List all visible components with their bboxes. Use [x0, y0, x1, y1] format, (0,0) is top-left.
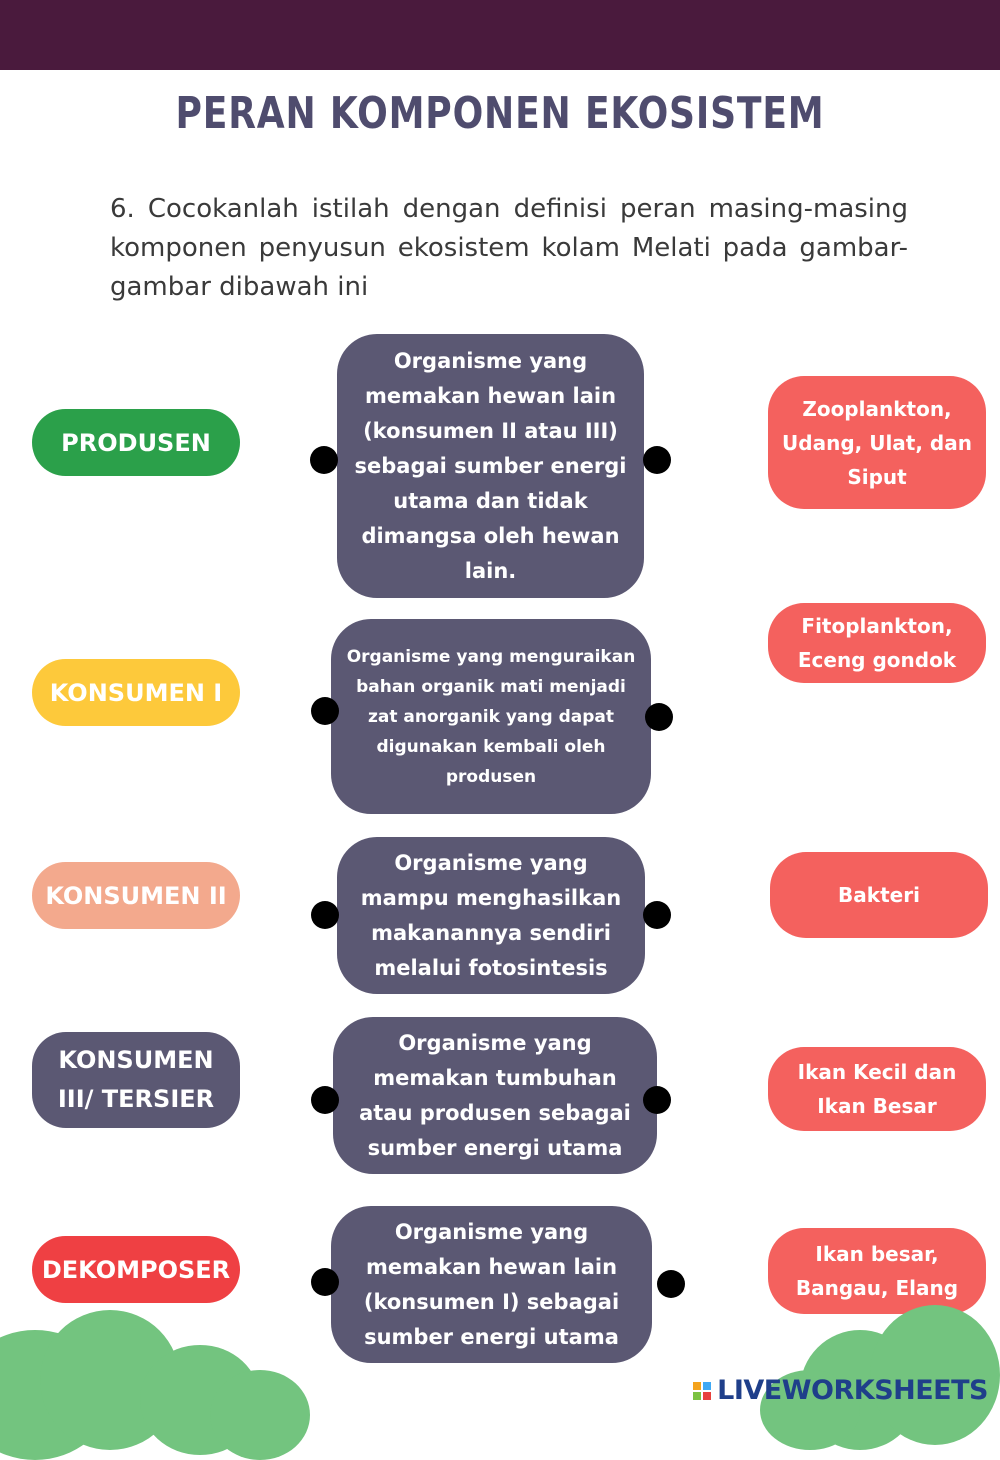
- connector-dot-left-5[interactable]: [311, 1268, 339, 1296]
- connector-dot-right-1[interactable]: [643, 446, 671, 474]
- connector-dot-right-4[interactable]: [643, 1086, 671, 1114]
- definition-card[interactable]: [331, 619, 651, 814]
- term-label: DEKOMPOSER: [41, 1255, 231, 1284]
- answer-text: Fitoplankton, Eceng gondok: [797, 614, 957, 672]
- liveworksheets-logo: [693, 1375, 988, 1406]
- answer-card[interactable]: [770, 852, 988, 938]
- term-konsumen-1[interactable]: [32, 659, 240, 726]
- definition-text: Organisme yang memakan hewan lain (konsumen II atau III) sebagai sumber energi utama dan tidak dimangsa oleh hewan lain.: [354, 348, 627, 583]
- definition-card[interactable]: [337, 837, 645, 994]
- answer-card[interactable]: [768, 1228, 986, 1314]
- connector-dot-left-1[interactable]: [310, 446, 338, 474]
- connector-dot-left-3[interactable]: [311, 901, 339, 929]
- term-label: KONSUMEN I: [49, 678, 223, 707]
- answer-text: Bakteri: [838, 883, 920, 907]
- term-dekomposer[interactable]: [32, 1236, 240, 1303]
- definition-card[interactable]: [331, 1206, 652, 1363]
- connector-dot-right-3[interactable]: [643, 901, 671, 929]
- answer-text: Zooplankton, Udang, Ulat, dan Siput: [782, 396, 972, 489]
- page-title: PERAN KOMPONEN EKOSISTEM: [175, 88, 825, 139]
- definition-text: Organisme yang menguraikan bahan organik mati menjadi zat anorganik yang dapat digunakan kembali oleh produsen: [346, 646, 636, 787]
- term-konsumen-3[interactable]: [32, 1032, 240, 1128]
- header-bar: [0, 0, 1000, 70]
- connector-dot-right-2[interactable]: [645, 703, 673, 731]
- logo-text: LIVEWORKSHEETS: [717, 1375, 988, 1406]
- term-produsen[interactable]: [32, 409, 240, 476]
- definition-card[interactable]: [337, 334, 644, 598]
- answer-text: Ikan besar, Bangau, Elang: [795, 1242, 959, 1300]
- term-label: KONSUMEN III/ TERSIER: [57, 1046, 215, 1113]
- term-label: KONSUMEN II: [45, 881, 227, 910]
- definition-text: Organisme yang memakan tumbuhan atau produsen sebagai sumber energi utama: [359, 1030, 631, 1160]
- term-konsumen-2[interactable]: [32, 862, 240, 929]
- definition-text: Organisme yang mampu menghasilkan makanannya sendiri melalui fotosintesis: [360, 850, 622, 980]
- answer-card[interactable]: [768, 1047, 986, 1131]
- definition-card[interactable]: [333, 1017, 657, 1174]
- connector-dot-right-5[interactable]: [657, 1270, 685, 1298]
- definition-text: Organisme yang memakan hewan lain (konsumen I) sebagai sumber energi utama: [363, 1219, 620, 1349]
- answer-card[interactable]: [768, 376, 986, 509]
- term-label: PRODUSEN: [61, 428, 211, 457]
- answer-text: Ikan Kecil dan Ikan Besar: [797, 1060, 957, 1118]
- instruction-text: 6. Cocokanlah istilah dengan definisi peran masing-masing komponen penyusun ekosistem kolam Melati pada gambar-gambar dibawah ini: [110, 194, 908, 302]
- connector-dot-left-4[interactable]: [311, 1086, 339, 1114]
- liveworksheets-logo-icon: [693, 1382, 711, 1400]
- connector-dot-left-2[interactable]: [311, 697, 339, 725]
- answer-card[interactable]: [768, 603, 986, 683]
